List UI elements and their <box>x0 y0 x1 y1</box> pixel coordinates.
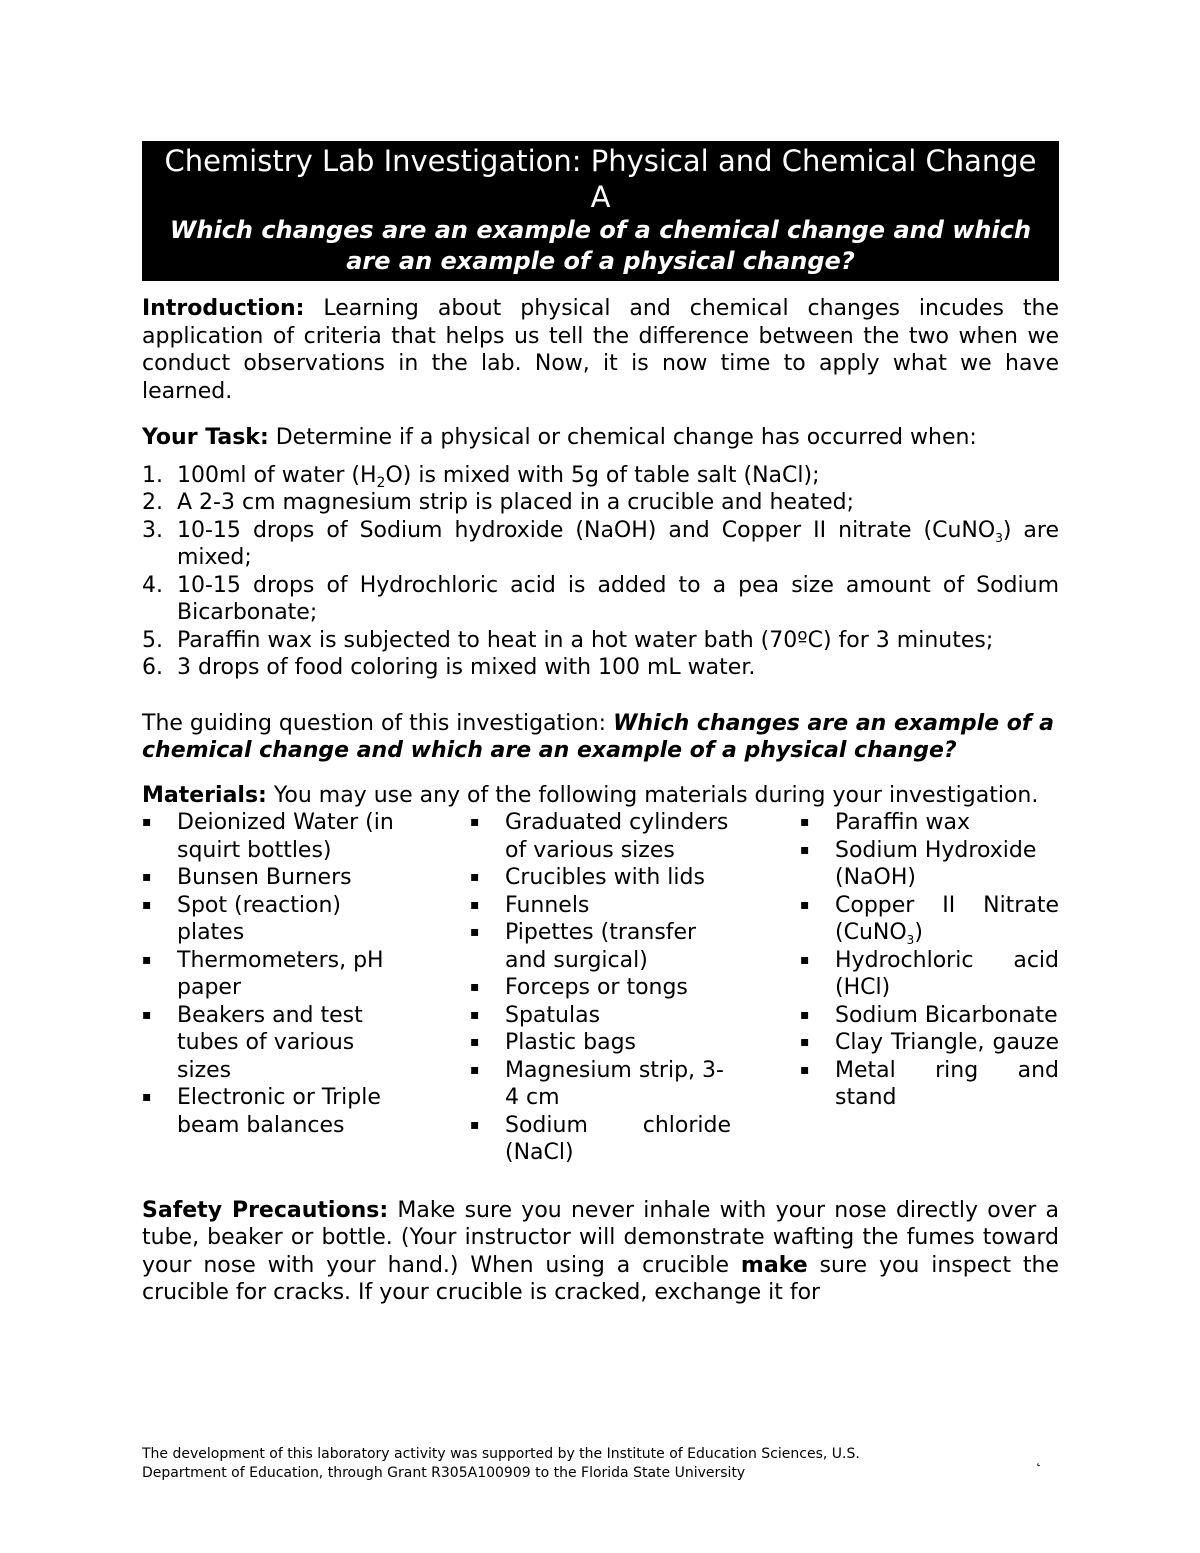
material-text: Sodium chloride (NaCl) <box>505 1112 731 1165</box>
guiding-question-paragraph <box>142 710 1059 765</box>
task-number: 1. <box>142 462 163 488</box>
material-text: Sodium Hydroxide (NaOH) <box>835 837 1037 890</box>
safety-paragraph <box>142 1197 1059 1307</box>
safety-text: Make sure you never inhale with your nose directly over a tube, beaker or bottle. (Your instructor will demonstrate wafting the fumes toward your nose with your hand.) When using a crucible <box>142 1197 1059 1278</box>
bullet-icon: ▪ <box>470 1006 480 1023</box>
material-item <box>800 1002 1059 1030</box>
title-banner <box>142 141 1059 281</box>
task-item <box>142 462 1059 490</box>
guiding-question-prefix: The guiding question of this investigation: <box>142 710 614 736</box>
task-item-text: A 2-3 cm magnesium strip is placed in a crucible and heated; <box>177 490 855 515</box>
footer-line: The development of this laboratory activity was supported by the Institute of Education Sciences, U.S. <box>142 1446 860 1462</box>
task-item-text: 10-15 drops of Sodium hydroxide (NaOH) and Copper II nitrate (CuNO <box>177 517 996 543</box>
bullet-icon: ▪ <box>800 1061 810 1078</box>
material-item <box>142 1002 403 1085</box>
materials-label: Materials: <box>142 782 267 808</box>
bullet-icon: ▪ <box>470 924 480 940</box>
bullet-icon: ▪ <box>470 1034 480 1050</box>
bullet-icon: ▪ <box>470 979 480 995</box>
material-text: Graduated cylinders of various sizes <box>505 810 729 863</box>
page-subtitle: Which changes are an example of a chemical change and which are an example of a physical change? <box>169 216 1032 275</box>
task-item <box>142 654 1059 682</box>
footer-note <box>142 1445 1042 1482</box>
bullet-icon: ▪ <box>800 1006 810 1023</box>
bullet-icon: ▪ <box>142 1089 152 1105</box>
material-text: Clay Triangle, gauze <box>835 1030 1059 1055</box>
bullet-icon: ▪ <box>470 1116 480 1133</box>
page-corner-mark: ˛ <box>1035 1451 1042 1467</box>
material-item <box>142 892 403 947</box>
bullet-icon: ▪ <box>142 869 152 885</box>
page-title: Chemistry Lab Investigation: Physical and Chemical Change A <box>164 144 1037 214</box>
material-item <box>470 1112 731 1167</box>
task-label: Your Task: <box>142 425 269 450</box>
material-item <box>470 892 731 920</box>
task-item-text: O) is mixed with 5g of table salt (NaCl); <box>385 462 820 488</box>
task-number: 3. <box>142 517 163 543</box>
task-item-text: Paraffin wax is subjected to heat in a hot water bath (70ºC) for 3 minutes; <box>177 627 994 653</box>
material-text: ) <box>914 920 923 945</box>
safety-label: Safety Precautions: <box>142 1197 389 1223</box>
task-item <box>142 517 1059 572</box>
task-paragraph <box>142 424 1059 452</box>
introduction-paragraph <box>142 295 1059 405</box>
material-item <box>800 892 1059 947</box>
material-item <box>142 864 403 892</box>
material-text: Metal ring and stand <box>835 1057 1059 1110</box>
material-item <box>142 809 403 864</box>
bullet-icon: ▪ <box>142 951 152 968</box>
material-item <box>800 1029 1059 1057</box>
material-text: Thermometers, pH paper <box>177 947 384 1000</box>
bullet-icon: ▪ <box>800 951 810 968</box>
material-item <box>142 1084 403 1139</box>
bullet-icon: ▪ <box>470 814 480 830</box>
materials-columns <box>142 809 1059 1167</box>
task-number: 2. <box>142 490 163 515</box>
material-item <box>470 809 731 864</box>
footer-line: Department of Education, through Grant R305A100909 to the Florida State University <box>142 1464 746 1481</box>
material-item <box>800 947 1059 1002</box>
task-item-text: 3 drops of food coloring is mixed with 100 mL water. <box>177 655 756 680</box>
bullet-icon: ▪ <box>800 841 810 858</box>
document-page <box>142 141 1059 1307</box>
task-item-text: ) are mixed; <box>177 517 1060 570</box>
safety-text: sure you inspect the crucible for cracks. If your crucible is cracked, exchange it for <box>142 1252 1059 1305</box>
materials-column-2 <box>470 809 731 1167</box>
task-number: 5. <box>142 627 163 653</box>
materials-text: You may use any of the following materials during your investigation. <box>266 782 1039 808</box>
materials-column-3 <box>800 809 1059 1167</box>
material-text: Electronic or Triple beam balances <box>177 1085 381 1138</box>
material-text: Deionized Water (in squirt bottles) <box>177 810 394 863</box>
bullet-icon: ▪ <box>470 1061 480 1078</box>
material-text: Spatulas <box>505 1002 601 1028</box>
material-item <box>470 864 731 892</box>
bullet-icon: ▪ <box>470 896 480 913</box>
task-list <box>142 462 1059 682</box>
material-item <box>470 1057 731 1112</box>
material-text: Paraffin wax <box>835 810 970 835</box>
introduction-label: Introduction: <box>142 296 305 321</box>
subscript: 3 <box>906 933 915 947</box>
material-item <box>800 809 1059 837</box>
guiding-question: Which changes are an example of a chemical change and which are an example of a physical change? <box>142 710 1054 763</box>
material-text: Crucibles with lids <box>505 865 705 890</box>
material-item <box>800 1057 1059 1112</box>
bullet-icon: ▪ <box>800 814 810 830</box>
material-text: Hydrochloric acid (HCl) <box>835 947 1059 1000</box>
introduction-text: Learning about physical and chemical changes incudes the application of criteria that helps us tell the difference between the two when we conduct observations in the lab. Now, it is now time to apply what we have learned. <box>142 296 1059 404</box>
bullet-icon: ▪ <box>142 896 152 913</box>
materials-paragraph <box>142 782 1059 810</box>
material-text: Pipettes (transfer and surgical) <box>505 920 697 973</box>
bullet-icon: ▪ <box>470 869 480 885</box>
material-text: Magnesium strip, 3-4 cm <box>505 1057 724 1110</box>
material-text: Copper II Nitrate (CuNO <box>835 892 1059 945</box>
bullet-icon: ▪ <box>800 896 810 913</box>
task-item-text: 100ml of water (H <box>177 462 377 488</box>
bullet-icon: ▪ <box>800 1034 810 1050</box>
material-item <box>800 837 1059 892</box>
materials-column-1 <box>142 809 403 1167</box>
bullet-icon: ▪ <box>142 814 152 830</box>
material-text: Sodium Bicarbonate <box>835 1002 1058 1028</box>
material-text: Plastic bags <box>505 1030 637 1055</box>
subscript: 2 <box>376 474 386 491</box>
task-item <box>142 489 1059 517</box>
bullet-icon: ▪ <box>142 1006 152 1023</box>
material-item <box>470 919 731 974</box>
subscript: 3 <box>995 530 1003 545</box>
task-item <box>142 572 1059 627</box>
material-text: Spot (reaction) plates <box>177 892 341 945</box>
material-text: Beakers and test tubes of various sizes <box>177 1002 363 1083</box>
safety-emphasis: make <box>740 1252 808 1278</box>
task-number: 6. <box>142 655 163 680</box>
material-item <box>470 1002 731 1030</box>
material-text: Forceps or tongs <box>505 975 688 1000</box>
task-item-text: 10-15 drops of Hydrochloric acid is added to a pea size amount of Sodium Bicarbonate; <box>177 572 1059 625</box>
task-text: Determine if a physical or chemical change has occurred when: <box>268 425 977 450</box>
task-item <box>142 627 1059 655</box>
material-text: Funnels <box>505 892 590 918</box>
material-text: Bunsen Burners <box>177 865 352 890</box>
material-item <box>470 1029 731 1057</box>
material-item <box>470 974 731 1002</box>
task-number: 4. <box>142 572 163 598</box>
material-item <box>142 947 403 1002</box>
